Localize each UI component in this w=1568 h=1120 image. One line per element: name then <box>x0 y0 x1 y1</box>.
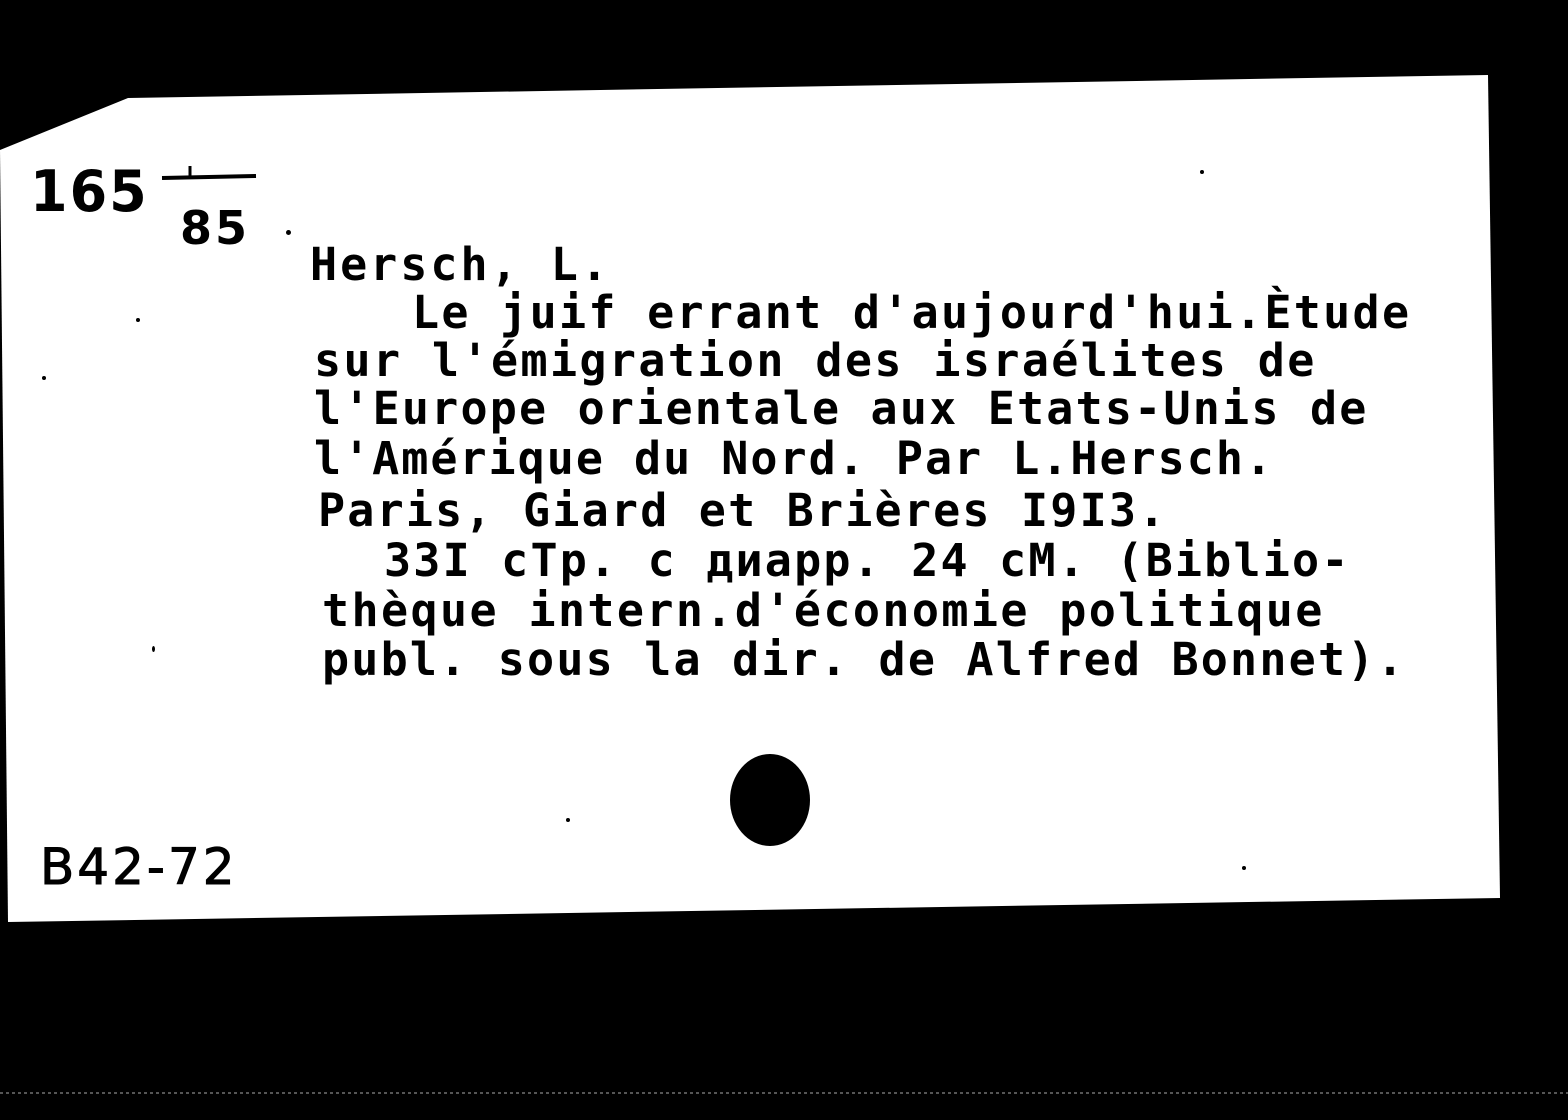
speck <box>42 376 46 380</box>
speck <box>1200 170 1204 174</box>
collation-line: 33I cTp. c диарр. 24 cM. (Biblio- <box>384 534 1351 587</box>
punch-hole <box>730 754 810 846</box>
call-number-bottom: 85 <box>180 201 251 255</box>
accession-number: B42-72 <box>40 838 238 896</box>
imprint-line: Paris, Giard et Brières I9I3. <box>318 484 1168 537</box>
speck <box>152 646 155 652</box>
title-line: Le juif errant d'aujourd'hui.Ètude <box>412 286 1412 339</box>
speck <box>286 230 291 235</box>
title-line: l'Europe orientale aux Etats-Unis de <box>314 382 1369 435</box>
call-number-top: 165 <box>30 158 149 225</box>
series-line: thèque intern.d'économie politique <box>322 584 1325 637</box>
speck <box>566 818 570 822</box>
speck <box>1242 866 1246 870</box>
title-line: l'Amérique du Nord. Par L.Hersch. <box>314 432 1275 485</box>
speck <box>136 318 140 322</box>
call-number-fraction-bar <box>162 176 256 178</box>
series-line: publ. sous la dir. de Alfred Bonnet). <box>322 633 1406 686</box>
author-heading: Hersch, L. <box>310 238 611 291</box>
title-line: sur l'émigration des israélites de <box>314 334 1317 387</box>
